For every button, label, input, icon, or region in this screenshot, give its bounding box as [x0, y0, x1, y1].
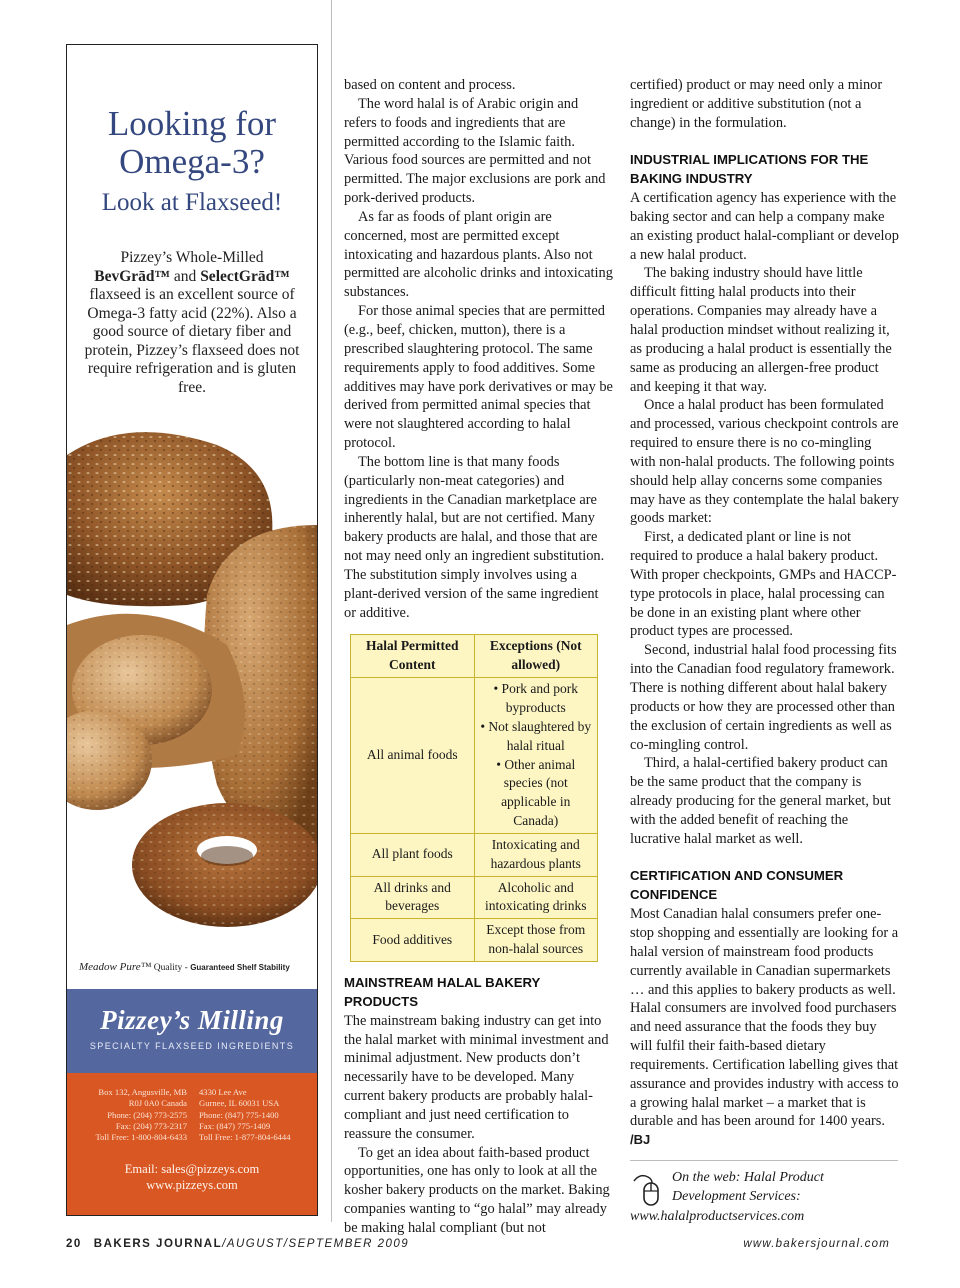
ad-contact-panel: [67, 1073, 317, 1216]
usa-address-line: 4330 Lee Ave: [199, 1087, 247, 1097]
article-column-middle: [344, 76, 614, 1238]
article-paragraph: The word halal is of Arabic origin and refers to foods and ingredients that are permitted according to the Islamic faith. Various food sources are permitted and not permitted. The major exclusions are pork and pork-derived products.: [344, 95, 606, 207]
ad-email-website: [67, 1161, 317, 1193]
table-header-exceptions: Exceptions (Not allowed): [474, 635, 598, 678]
magazine-name: BAKERS JOURNAL: [93, 1238, 223, 1250]
column-divider: [331, 0, 332, 1222]
canada-address-line: Box 132, Angusville, MB: [98, 1087, 187, 1097]
quality-word: Quality -: [153, 963, 188, 973]
ad-quality-line: [79, 961, 290, 973]
article-paragraph: First, a dedicated plant or line is not required to produce a halal bakery product. With proper checkpoints, GMPs and HACCP-type protocols in place, halal processing can be done in an existing plant where other product types are processed.: [630, 529, 897, 640]
table-cell-content: All animal foods: [351, 678, 475, 834]
table-row: [351, 919, 598, 962]
article-paragraph: [630, 905, 900, 1150]
issue-date: /AUGUST/SEPTEMBER 2009: [222, 1238, 410, 1250]
article-paragraph: As far as foods of plant origin are concerned, most are permitted except intoxicating and hazardous plants. Also not permitted are alcoholic drinks and intoxicating substances.: [344, 208, 613, 301]
heading-mainstream: MAINSTREAM HALAL BAKERY PRODUCTS: [344, 974, 541, 1009]
table-row: [351, 678, 598, 834]
usa-toll-free: Toll Free: 1-877-804-6444: [199, 1132, 291, 1143]
exception-item: • Not slaughtered by halal ritual: [480, 718, 592, 753]
meadow-pure-brand: Meadow Pure™: [79, 961, 152, 973]
table-row: [351, 876, 598, 919]
ad-company-banner: [67, 989, 317, 1073]
table-cell-exceptions: [474, 678, 598, 834]
table-cell-exceptions: Intoxicating and hazardous plants: [474, 833, 598, 876]
ad-email: Email: sales@pizzeys.com: [124, 1162, 260, 1176]
certification-text: Most Canadian halal consumers prefer one-stop shopping and essentially are looking for a halal version of mainstream food products currently available in Canadian supermarkets … and this applies to bakery products as well. Halal consumers are involved food purchasers and need assurance that the foods they buy will fulfil their faith-based dietary requirements. Certification labelling gives that assurance and provides industry with access to a growing halal market – a market that is durable and has been around for 1400 years.: [630, 906, 899, 1130]
ad-body-text: [77, 249, 307, 397]
article-paragraph: To get an idea about faith-based product opportunities, one has only to look at all the kosher bakery products on the market. Baking companies wanting to “go halal” may already be making halal compliant (but not: [344, 1144, 610, 1236]
ad-subheadline: Look at Flaxseed!: [101, 189, 283, 216]
ad-product-selectgrad: SelectGrād™: [200, 267, 290, 285]
table-cell-content: Food additives: [351, 919, 475, 962]
table-header-row: [351, 635, 598, 678]
table-cell-content: All drinks and beverages: [351, 876, 475, 919]
table-cell-exceptions: Except those from non-halal sources: [474, 919, 598, 962]
article-paragraph: The bottom line is that many foods (particularly non-meat categories) and ingredients in the Canadian marketplace are inherently halal, but are not certified. Many bakery products are halal, and those that are not may need only an ingredient substitution. The substitution simply involves using a plant-derived version of the same ingredient or additive.: [344, 453, 605, 621]
article-paragraph: certified) product or may need only a minor ingredient or additive substitution (not a change) in the formulation.: [630, 77, 883, 131]
canada-toll-free: Toll Free: 1-800-804-6433: [95, 1132, 187, 1143]
article-paragraph: The mainstream baking industry can get into the halal market with minimal investment and minimal adjustment. New products don’t necessarily have to be developed. Many current bakery products are probably halal-compliant and just need certification to reassure the consumer.: [344, 1012, 609, 1142]
usa-address: [199, 1087, 317, 1143]
table-cell-exceptions: Alcoholic and intoxicating drinks: [474, 876, 598, 919]
computer-mouse-icon: [630, 1171, 666, 1207]
ad-website: www.pizzeys.com: [146, 1178, 238, 1192]
article-paragraph: Second, industrial halal food processing fits into the Canadian food regulatory framework. There is nothing different about halal bakery products or how they are processed other than the exclusion of certain ingredients as well as co-mingling control.: [630, 642, 897, 753]
web-url-link[interactable]: www.halalproductservices.com: [630, 1209, 805, 1224]
company-tagline: SPECIALTY FLAXSEED INGREDIENTS: [89, 1041, 295, 1051]
web-label: On the web: Halal Product Development Services:: [672, 1170, 824, 1204]
page-number: 20: [66, 1238, 82, 1250]
article-paragraph: The baking industry should have little difficult fitting halal products into their operations. Companies may already have a halal production mindset without realizing it, as producing a halal product is essentially the same as producing an allergen-free product and keeping it that way.: [630, 265, 892, 395]
heading-industrial: INDUSTRIAL IMPLICATIONS FOR THE BAKING INDUSTRY: [630, 152, 869, 187]
canada-address-line: R0J 0A0 Canada: [128, 1098, 187, 1109]
bj-signoff: /BJ: [630, 1132, 651, 1148]
usa-address-line: Gurnee, IL 60031 USA: [199, 1098, 280, 1109]
canada-fax: Fax: (204) 773-2317: [115, 1120, 187, 1131]
flaxseed-advertisement: [66, 44, 318, 1216]
company-logo: Pizzey’s Milling: [100, 1005, 284, 1035]
article-paragraph: A certification agency has experience with the baking sector and can help a company make an existing product halal-compliant or develop a new halal product.: [630, 190, 899, 263]
footer-website[interactable]: www.bakersjournal.com: [743, 1238, 890, 1250]
spacer: [630, 849, 900, 868]
halal-permitted-table: [350, 634, 598, 962]
ad-and: and: [173, 267, 197, 285]
page-footer-left: [66, 1238, 409, 1250]
table-row: [351, 833, 598, 876]
heading-certification: CERTIFICATION AND CONSUMER CONFIDENCE: [630, 868, 844, 903]
article-paragraph: Third, a halal-certified bakery product can be the same product that the company is already producing for the general market, but with the added benefit of reaching the lucrative halal market as well.: [630, 755, 891, 847]
on-the-web-box: [630, 1160, 898, 1227]
table-header-permitted: Halal Permitted Content: [351, 635, 475, 678]
shelf-stability-guarantee: Guaranteed Shelf Stability: [190, 963, 290, 972]
ad-headline: Looking for Omega-3?: [107, 104, 277, 181]
article-paragraph: based on content and process.: [344, 77, 516, 93]
exception-item: • Other animal species (not applicable in Canada): [496, 756, 576, 829]
canada-address: [67, 1087, 187, 1143]
article-column-right: [630, 76, 900, 1150]
article-paragraph: For those animal species that are permitted (e.g., beef, chicken, mutton), there is a prescribed slaughtering protocol. The same requirements apply to food additives. Some additives may have pork derivatives or may be derived from permitted animal species that were not slaughtered according to halal protocol.: [344, 303, 613, 452]
usa-phone: Phone: (847) 775-1400: [199, 1109, 279, 1120]
table-cell-content: All plant foods: [351, 833, 475, 876]
exception-item: • Pork and pork byproducts: [493, 681, 579, 715]
ad-product-bevgrad: BevGrād™: [94, 267, 171, 285]
article-paragraph: Once a halal product has been formulated and processed, various checkpoint controls are required to ensure there is no co-mingling with non-halal products. The following points should help allay concerns some companies may have as they contemplate the halal bakery goods market:: [630, 397, 899, 527]
usa-fax: Fax: (847) 775-1409: [199, 1120, 271, 1131]
canada-phone: Phone: (204) 773-2575: [107, 1109, 187, 1120]
bread-photo: [67, 425, 317, 955]
spacer: [630, 133, 900, 152]
ad-body-intro: Pizzey’s Whole-Milled: [120, 249, 264, 266]
ad-body-rest: flaxseed is an excellent source of Omega-3 fatty acid (22%). Also a good source of dietary fiber and protein, Pizzey’s flaxseed does not require refrigeration and is gluten free.: [84, 286, 300, 396]
